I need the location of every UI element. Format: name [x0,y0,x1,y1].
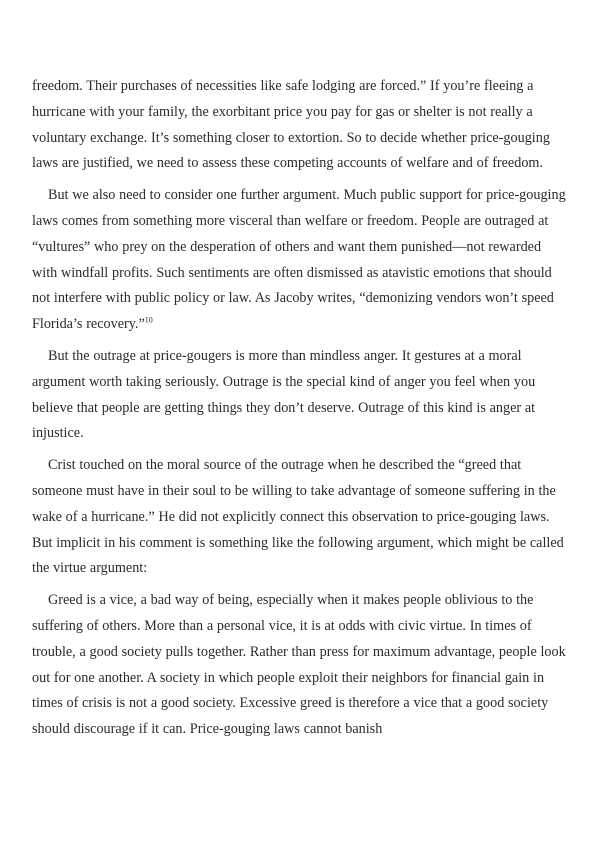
book-page [32,74,568,749]
paragraph-3-text: But the outrage at price-gougers is more than mindless anger. It gestures at a moral argument worth taking seriously. Outrage is the special kind of anger you feel when you believe that people are getting things they don’t deserve. Outrage of this kind is anger at injustice. [32,347,536,442]
paragraph-1 [32,74,568,177]
paragraph-5 [32,588,568,743]
paragraph-2-text: But we also need to consider one further argument. Much public support for price-gouging laws comes from something more visceral than welfare or freedom. People are outraged at “vultures” who prey on the desperation of others and want them punished—not rewarded with windfall profits. Such sentiments are often dismissed as atavistic emotions that should not interfere with public policy or law. As Jacoby writes, “demonizing vendors won’t speed Florida’s recovery.” [32,187,566,333]
paragraph-3 [32,344,568,447]
footnote-marker[interactable]: 10 [144,315,153,325]
paragraph-1-text: freedom. Their purchases of necessities like safe lodging are forced.” If you’re fleeing a hurricane with your family, the exorbitant price you pay for gas or shelter is not really a voluntary exchange. It’s something closer to extortion. So to decide whether price-gouging laws are justified, we need to assess these competing accounts of welfare and of freedom. [32,78,550,172]
paragraph-4-text: Crist touched on the moral source of the outrage when he described the “greed that someone must have in their soul to be willing to take advantage of someone suffering in the wake of a hurricane.” He did not explicitly connect this observation to price-gouging laws. But implicit in his comment is something like the following argument, which might be called the virtue argument: [32,457,564,577]
paragraph-2 [32,183,568,338]
paragraph-5-text: Greed is a vice, a bad way of being, especially when it makes people oblivious to the suffering of others. More than a personal vice, it is at odds with civic virtue. In times of trouble, a good society pulls together. Rather than press for maximum advantage, people look out for one another. A society in which people exploit their neighbors for financial gain in times of crisis is not a good society. Excessive greed is therefore a vice that a good society should discourage if it can. Price-gouging laws cannot banish [32,592,566,738]
paragraph-4 [32,453,568,582]
